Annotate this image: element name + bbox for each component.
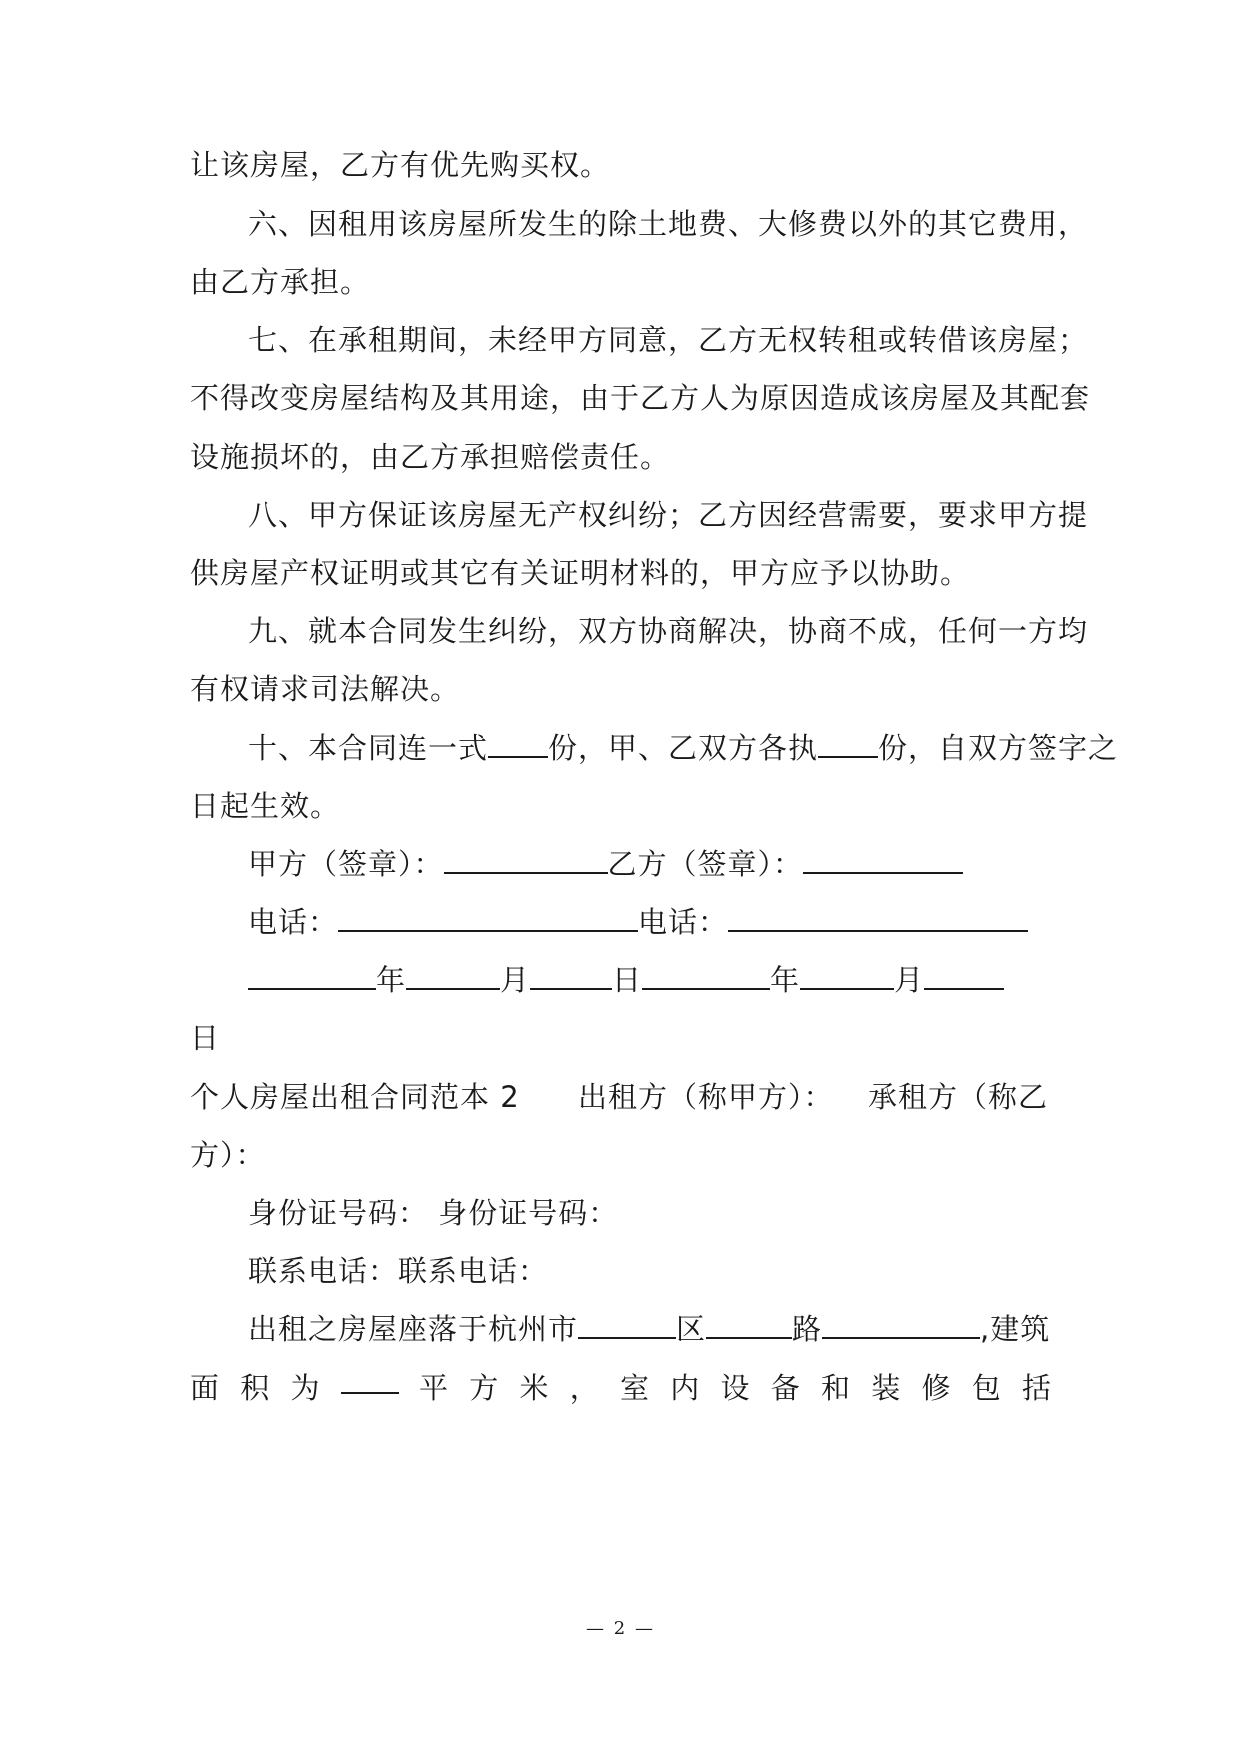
clause-8-line-2: 供房屋产权证明或其它有关证明材料的，甲方应予以协助。	[190, 556, 971, 590]
contact-phone-line: 联系电话：联系电话：	[248, 1254, 549, 1288]
road-blank[interactable]	[706, 1313, 792, 1339]
building-label: ,建筑	[980, 1312, 1051, 1346]
address-line	[248, 1309, 1050, 1349]
date-line	[248, 960, 1004, 1000]
id-number-line: 身份证号码： 身份证号码：	[248, 1196, 619, 1230]
party-b-day-blank[interactable]	[924, 964, 1004, 990]
area-char: 装	[871, 1371, 902, 1405]
paragraph-line: 让该房屋，乙方有优先购买权。	[190, 148, 611, 182]
area-blank[interactable]	[341, 1368, 399, 1394]
party-b-phone-blank[interactable]	[728, 906, 1028, 932]
clause-10-text-3: 份，自双方签字之	[878, 731, 1119, 765]
area-char: 括	[1021, 1371, 1052, 1405]
district-label: 区	[676, 1312, 707, 1346]
area-char: 室	[619, 1371, 650, 1405]
contract-2-header-line	[190, 1077, 520, 1117]
party-b-month-blank[interactable]	[800, 964, 894, 990]
area-char: 面	[190, 1371, 221, 1405]
party-b-year-blank[interactable]	[642, 964, 770, 990]
lessee-label: 承租方（称乙	[868, 1080, 1049, 1114]
clause-10-line-2: 日起生效。	[190, 789, 341, 823]
clause-10-line-1	[248, 728, 1118, 768]
contract-2-title: 个人房屋出租合同范本 2	[190, 1080, 520, 1114]
lessor-label: 出租方（称甲方）：	[578, 1080, 834, 1114]
area-char: 备	[770, 1371, 801, 1405]
party-b-phone-label: 电话：	[638, 905, 729, 939]
area-char: 包	[971, 1371, 1002, 1405]
area-char: 积	[240, 1371, 271, 1405]
year-label: 年	[770, 963, 801, 997]
party-b-signature-label: 乙方（签章）：	[607, 847, 804, 881]
party-a-phone-blank[interactable]	[338, 906, 638, 932]
copies-total-blank[interactable]	[488, 732, 548, 758]
clause-9-line-1: 九、就本合同发生纠纷，双方协商解决，协商不成，任何一方均	[248, 614, 1089, 648]
year-label: 年	[376, 963, 407, 997]
clause-10-text-2: 份，甲、乙双方各执	[548, 731, 819, 765]
month-label: 月	[894, 963, 925, 997]
clause-9-line-2: 有权请求司法解决。	[190, 672, 461, 706]
area-char: 和	[820, 1371, 851, 1405]
address-text: 出租之房屋座落于杭州市	[248, 1312, 579, 1346]
month-label: 月	[500, 963, 531, 997]
party-a-day-blank[interactable]	[530, 964, 612, 990]
area-char: ，	[569, 1371, 600, 1405]
lessee-label-cont: 方）：	[190, 1138, 266, 1172]
area-line	[190, 1368, 1052, 1408]
clause-10-text-1: 十、本合同连一式	[248, 731, 489, 765]
area-char: 内	[670, 1371, 701, 1405]
clause-7-line-2: 不得改变房屋结构及其用途，由于乙方人为原因造成该房屋及其配套	[190, 381, 1091, 415]
area-char: 为	[290, 1371, 321, 1405]
clause-6-line-2: 由乙方承担。	[190, 265, 371, 299]
party-a-year-blank[interactable]	[248, 964, 376, 990]
clause-6-line-1: 六、因租用该房屋所发生的除土地费、大修费以外的其它费用，	[248, 207, 1089, 241]
party-a-month-blank[interactable]	[406, 964, 500, 990]
area-char: 米	[519, 1371, 550, 1405]
area-char: 设	[720, 1371, 751, 1405]
party-b-signature-blank[interactable]	[803, 848, 963, 874]
day-label: 日	[612, 963, 643, 997]
building-blank[interactable]	[822, 1313, 980, 1339]
road-label: 路	[792, 1312, 823, 1346]
area-char: 平	[418, 1371, 449, 1405]
date-day-label: 日	[190, 1021, 221, 1055]
party-a-phone-label: 电话：	[248, 905, 339, 939]
clause-8-line-1: 八、甲方保证该房屋无产权纠纷；乙方因经营需要，要求甲方提	[248, 498, 1089, 532]
district-blank[interactable]	[578, 1313, 676, 1339]
area-char: 修	[921, 1371, 952, 1405]
signature-line	[248, 844, 963, 884]
clause-7-line-3: 设施损坏的，由乙方承担赔偿责任。	[190, 440, 671, 474]
copies-each-blank[interactable]	[818, 732, 878, 758]
phone-line	[248, 902, 1028, 942]
page-number: — 2 —	[586, 1618, 655, 1639]
party-a-signature-label: 甲方（签章）：	[248, 847, 444, 881]
clause-7-line-1: 七、在承租期间，未经甲方同意，乙方无权转租或转借该房屋；	[248, 323, 1089, 357]
party-a-signature-blank[interactable]	[444, 848, 608, 874]
area-char: 方	[469, 1371, 500, 1405]
